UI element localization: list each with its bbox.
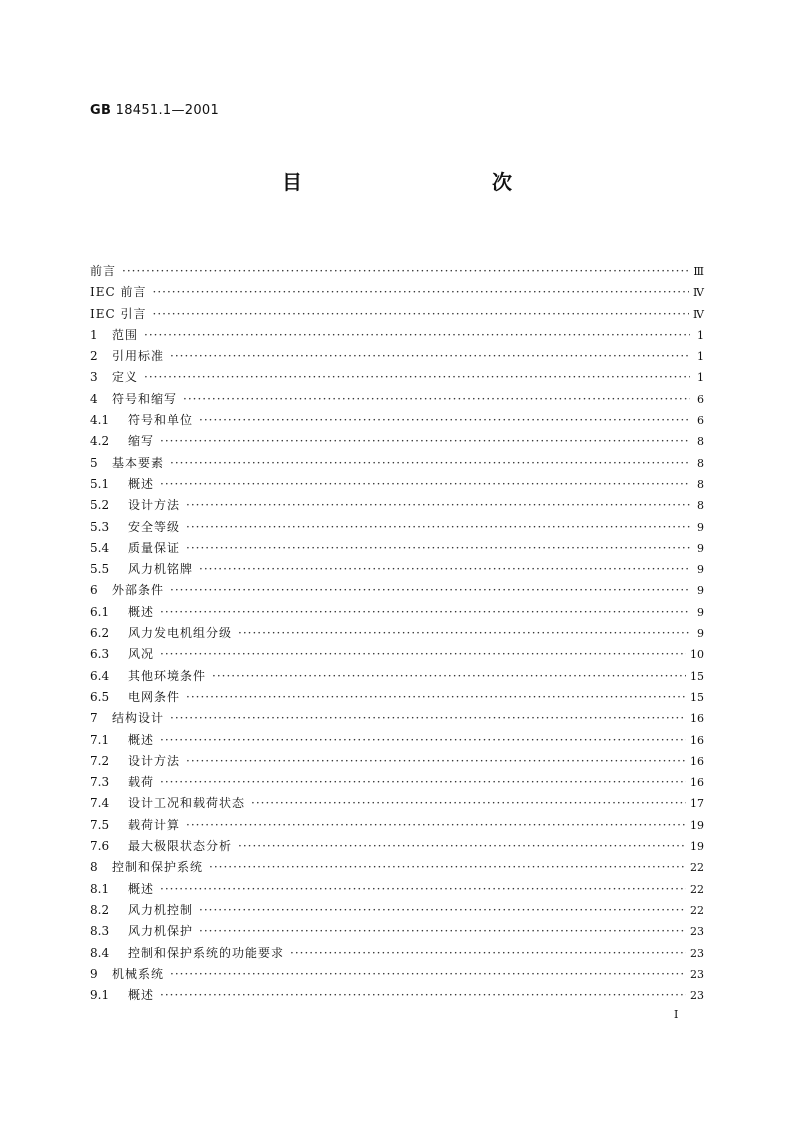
toc-entry[interactable] xyxy=(90,772,704,793)
toc-entry[interactable] xyxy=(90,964,704,985)
toc-page-number: 8 xyxy=(697,477,704,491)
toc-entry[interactable] xyxy=(90,879,704,900)
toc-entry[interactable] xyxy=(90,900,704,921)
toc-section-number: 8.3 xyxy=(90,924,110,939)
toc-entry[interactable] xyxy=(90,282,704,303)
toc-dot-leader xyxy=(209,857,686,878)
toc-section-title: 符号和缩写 xyxy=(112,391,178,406)
toc-section-number: 3 xyxy=(90,370,98,385)
toc-dot-leader xyxy=(170,708,686,729)
toc-section-number: 5.3 xyxy=(90,519,110,534)
toc-entry[interactable] xyxy=(90,389,704,410)
document-code xyxy=(90,103,219,118)
toc-entry[interactable] xyxy=(90,666,704,687)
toc-entry[interactable] xyxy=(90,943,704,964)
toc-section-title: 控制和保护系统的功能要求 xyxy=(128,945,285,960)
toc-section-title: 风况 xyxy=(128,647,155,662)
toc-page-number: 9 xyxy=(697,584,704,598)
toc-section-title: 电网条件 xyxy=(128,689,181,704)
toc-dot-leader xyxy=(160,644,686,665)
toc-section-title: 安全等级 xyxy=(128,519,181,534)
toc-entry[interactable] xyxy=(90,602,704,623)
toc-section-number: 5.4 xyxy=(90,540,110,555)
toc-dot-leader xyxy=(122,261,689,282)
toc-dot-leader xyxy=(186,538,690,559)
toc-entry[interactable] xyxy=(90,495,704,516)
toc-section-title: 风力机保护 xyxy=(128,924,194,939)
toc-page-number: 17 xyxy=(690,797,704,811)
toc-section-number: 6.5 xyxy=(90,689,110,704)
toc-section-number: 8.1 xyxy=(90,881,110,896)
toc-entry[interactable] xyxy=(90,431,704,452)
toc-page-number: 10 xyxy=(690,648,704,662)
toc-section-number: 4.2 xyxy=(90,434,110,449)
toc-section-title: 概述 xyxy=(128,881,155,896)
toc-section-number: 1 xyxy=(90,327,98,342)
table-of-contents xyxy=(90,261,704,1006)
toc-page-number: 23 xyxy=(690,946,704,960)
toc-entry[interactable] xyxy=(90,644,704,665)
toc-page-number: 23 xyxy=(690,967,704,981)
toc-section-number: 6.3 xyxy=(90,647,110,662)
toc-dot-leader xyxy=(186,751,686,772)
toc-section-number: 4 xyxy=(90,391,98,406)
toc-section-number: 7.4 xyxy=(90,796,110,811)
toc-entry[interactable] xyxy=(90,325,704,346)
toc-entry[interactable] xyxy=(90,836,704,857)
toc-page-number: 9 xyxy=(697,520,704,534)
toc-section-title: 引用标准 xyxy=(112,349,165,364)
page-title: 目 次 xyxy=(282,170,562,194)
toc-section-title: 风力机铭牌 xyxy=(128,562,194,577)
toc-section-number: 5.2 xyxy=(90,498,110,513)
toc-section-number: 8.4 xyxy=(90,945,110,960)
toc-section-title: 设计工况和载荷状态 xyxy=(128,796,246,811)
toc-section-title: 其他环境条件 xyxy=(128,668,207,683)
toc-dot-leader xyxy=(144,325,690,346)
toc-entry[interactable] xyxy=(90,410,704,431)
standard-prefix: GB xyxy=(90,103,112,118)
toc-entry[interactable] xyxy=(90,793,704,814)
toc-dot-leader xyxy=(160,730,686,751)
toc-section-number: 7.6 xyxy=(90,839,110,854)
toc-section-title: 机械系统 xyxy=(112,966,165,981)
standard-number: 18451.1—2001 xyxy=(115,103,220,118)
toc-entry[interactable] xyxy=(90,687,704,708)
toc-section-title: 风力机控制 xyxy=(128,902,194,917)
toc-dot-leader xyxy=(199,921,686,942)
toc-dot-leader xyxy=(199,410,690,431)
toc-section-number: 6.4 xyxy=(90,668,110,683)
page-number: Ⅰ xyxy=(674,1008,679,1021)
toc-page-number: 9 xyxy=(697,563,704,577)
toc-section-number: 5.5 xyxy=(90,562,110,577)
toc-page-number: 6 xyxy=(697,414,704,428)
toc-section-title: 设计方法 xyxy=(128,498,181,513)
toc-section-title: 符号和单位 xyxy=(128,413,194,428)
toc-dot-leader xyxy=(251,793,686,814)
toc-entry[interactable] xyxy=(90,985,704,1006)
toc-dot-leader xyxy=(144,367,690,388)
toc-page-number: 16 xyxy=(690,733,704,747)
toc-dot-leader xyxy=(153,304,690,325)
toc-section-title: 概述 xyxy=(128,988,155,1003)
toc-entry[interactable] xyxy=(90,921,704,942)
toc-entry[interactable] xyxy=(90,474,704,495)
toc-dot-leader xyxy=(170,346,690,367)
toc-dot-leader xyxy=(212,666,686,687)
toc-section-title: 质量保证 xyxy=(128,540,181,555)
toc-page-number: 22 xyxy=(690,903,704,917)
toc-section-number: 6.2 xyxy=(90,626,110,641)
toc-page-number: 16 xyxy=(690,754,704,768)
toc-section-number: 5 xyxy=(90,455,98,470)
toc-section-title: 外部条件 xyxy=(112,583,165,598)
toc-entry[interactable] xyxy=(90,623,704,644)
toc-dot-leader xyxy=(160,602,690,623)
toc-dot-leader xyxy=(170,964,686,985)
toc-dot-leader xyxy=(160,879,686,900)
toc-section-number: 5.1 xyxy=(90,476,110,491)
toc-section-title: 风力发电机组分级 xyxy=(128,626,233,641)
toc-dot-leader xyxy=(160,431,690,452)
toc-page-number: 8 xyxy=(697,499,704,513)
toc-entry[interactable] xyxy=(90,730,704,751)
toc-page-number: 16 xyxy=(690,776,704,790)
toc-dot-leader xyxy=(186,687,686,708)
toc-section-number: 4.1 xyxy=(90,413,110,428)
toc-page-number: 22 xyxy=(690,882,704,896)
toc-dot-leader xyxy=(170,580,690,601)
toc-dot-leader xyxy=(290,943,686,964)
toc-page-number: 23 xyxy=(690,989,704,1003)
toc-dot-leader xyxy=(186,517,690,538)
toc-section-title: 设计方法 xyxy=(128,753,181,768)
toc-page-number: 16 xyxy=(690,712,704,726)
toc-entry[interactable] xyxy=(90,815,704,836)
toc-section-title: 前言 xyxy=(90,264,117,278)
toc-section-title: 概述 xyxy=(128,476,155,491)
toc-section-number: 8 xyxy=(90,860,98,875)
toc-section-number: 2 xyxy=(90,349,98,364)
toc-section-number: 7.1 xyxy=(90,732,110,747)
toc-section-number: 7.5 xyxy=(90,817,110,832)
toc-entry[interactable] xyxy=(90,857,704,878)
toc-page-number: 1 xyxy=(697,350,704,364)
toc-dot-leader xyxy=(186,815,686,836)
toc-entry[interactable] xyxy=(90,453,704,474)
toc-section-title: 结构设计 xyxy=(112,711,165,726)
toc-page-number: 9 xyxy=(697,541,704,555)
toc-entry[interactable] xyxy=(90,559,704,580)
toc-section-number: 6.1 xyxy=(90,604,110,619)
toc-section-title: IEC 引言 xyxy=(90,306,147,321)
toc-dot-leader xyxy=(238,623,690,644)
toc-dot-leader xyxy=(199,900,686,921)
toc-entry[interactable] xyxy=(90,708,704,729)
toc-section-title: 基本要素 xyxy=(112,455,165,470)
toc-section-title: 概述 xyxy=(128,604,155,619)
toc-section-number: 8.2 xyxy=(90,902,110,917)
toc-entry[interactable] xyxy=(90,367,704,388)
toc-section-title: 范围 xyxy=(112,327,139,342)
toc-dot-leader xyxy=(160,474,690,495)
toc-page-number: 8 xyxy=(697,435,704,449)
toc-page-number: 9 xyxy=(697,605,704,619)
toc-page-number: Ⅳ xyxy=(693,286,704,300)
toc-dot-leader xyxy=(238,836,686,857)
toc-dot-leader xyxy=(153,282,690,303)
toc-section-number: 6 xyxy=(90,583,98,598)
toc-page-number: 19 xyxy=(690,840,704,854)
toc-page-number: 15 xyxy=(690,669,704,683)
toc-dot-leader xyxy=(186,495,690,516)
toc-dot-leader xyxy=(170,453,690,474)
toc-section-number: 7.3 xyxy=(90,775,110,790)
toc-entry[interactable] xyxy=(90,538,704,559)
toc-page-number: 8 xyxy=(697,456,704,470)
toc-page-number: 1 xyxy=(697,371,704,385)
toc-section-title: 缩写 xyxy=(128,434,155,449)
toc-page-number: Ⅲ xyxy=(693,265,704,278)
toc-entry[interactable] xyxy=(90,304,704,325)
toc-page-number: 9 xyxy=(697,627,704,641)
toc-dot-leader xyxy=(199,559,690,580)
toc-section-title: 载荷计算 xyxy=(128,817,181,832)
toc-page-number: 19 xyxy=(690,818,704,832)
toc-dot-leader xyxy=(183,389,690,410)
toc-page-number: 15 xyxy=(690,690,704,704)
toc-page-number: 6 xyxy=(697,392,704,406)
toc-section-number: 7.2 xyxy=(90,753,110,768)
toc-entry[interactable] xyxy=(90,517,704,538)
toc-page-number: Ⅳ xyxy=(693,307,704,321)
toc-entry[interactable] xyxy=(90,261,704,282)
toc-entry[interactable] xyxy=(90,751,704,772)
toc-section-title: 控制和保护系统 xyxy=(112,860,204,875)
toc-page-number: 1 xyxy=(697,328,704,342)
toc-section-title: 概述 xyxy=(128,732,155,747)
toc-page-number: 22 xyxy=(690,861,704,875)
toc-dot-leader xyxy=(160,772,686,793)
toc-section-title: 最大极限状态分析 xyxy=(128,839,233,854)
toc-section-title: 定义 xyxy=(112,370,139,385)
toc-section-number: 7 xyxy=(90,711,98,726)
toc-entry[interactable] xyxy=(90,346,704,367)
toc-section-title: 载荷 xyxy=(128,775,155,790)
toc-dot-leader xyxy=(160,985,686,1006)
toc-section-title: IEC 前言 xyxy=(90,285,147,300)
toc-entry[interactable] xyxy=(90,580,704,601)
toc-section-number: 9 xyxy=(90,966,98,981)
toc-section-number: 9.1 xyxy=(90,988,110,1003)
toc-page-number: 23 xyxy=(690,925,704,939)
